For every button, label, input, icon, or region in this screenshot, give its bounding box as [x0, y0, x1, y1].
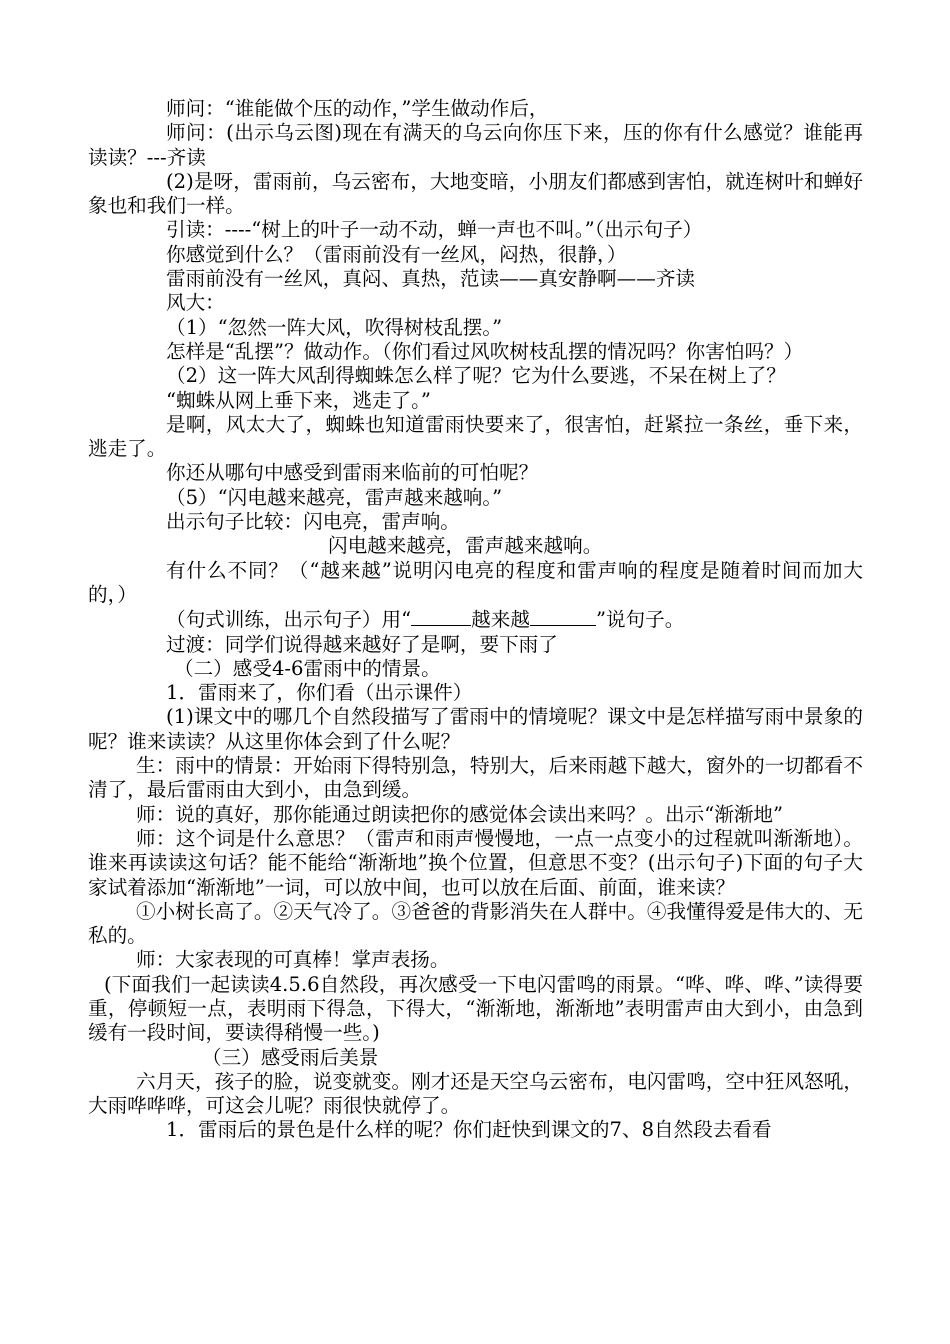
paragraph: （1）“忽然一阵大风，吹得树枝乱摆。”	[166, 315, 503, 339]
paragraph: 六月天，孩子的脸，说变就变。刚才还是天空乌云密布，电闪雷鸣，空中狂风怒吼，大雨哗哗哗，可这会儿呢？雨很快就停了。	[88, 1069, 863, 1118]
paragraph: (1)课文中的哪几个自然段描写了雷雨中的情境呢？课文中是怎样描写雨中景象的呢？谁来读读？从这里你体会到了什么呢？	[88, 705, 863, 753]
paragraph: 你感觉到什么？（雷雨前没有一丝风，闷热，很静，）	[166, 242, 627, 266]
paragraph: 1．雷雨来了，你们看（出示课件）	[166, 681, 473, 705]
paragraph: 师：说的真好，那你能通过朗读把你的感觉体会读出来吗？。出示“渐渐地”	[136, 802, 784, 826]
paragraph: 有什么不同？（“越来越”说明闪电亮的程度和雷声响的程度是随着时间而加大的，）	[88, 558, 863, 606]
fill-in-sentence	[88, 607, 863, 632]
paragraph: 风大：	[166, 291, 225, 315]
paragraph: 过渡：同学们说得越来越好了是啊，要下雨了	[166, 632, 558, 656]
paragraph: （二）感受4-6雷雨中的情景。	[174, 656, 441, 680]
paragraph: ①小树长高了。②天气冷了。③爸爸的背影消失在人群中。④我懂得爱是伟大的、无私的。	[88, 899, 863, 948]
fill-in-middle: 越来越	[471, 608, 530, 632]
paragraph: “蜘蛛从网上垂下来，逃走了。”	[166, 388, 431, 412]
paragraph: （三）感受雨后美景	[202, 1045, 379, 1069]
fill-in-suffix: ”说句子。	[595, 608, 685, 632]
paragraph: 引读：----“树上的叶子一动不动，蝉一声也不叫。”（出示句子）	[166, 218, 703, 242]
paragraph: （2）这一阵大风刮得蜘蛛怎么样了呢？它为什么要逃，不呆在树上了？	[166, 364, 786, 388]
fill-in-blank	[411, 607, 471, 626]
paragraph: 出示句子比较：闪电亮，雷声响。	[166, 510, 460, 534]
paragraph: 师问：(出示乌云图)现在有满天的乌云向你压下来，压的你有什么感觉？谁能再读读？---齐读	[88, 121, 863, 169]
paragraph: (下面我们一起读读4.5.6自然段，再次感受一下电闪雷鸣的雨景。“哗、哗、哗、”读得要重，停顿短一点，表明雨下得急，下得大，“渐渐地，渐渐地”表明雷声由大到小，由急到缓有一段时间，要读得稍慢一些。)	[88, 972, 863, 1045]
paragraph: 是啊，风太大了，蜘蛛也知道雷雨快要来了，很害怕，赶紧拉一条丝，垂下来，逃走了。	[88, 412, 863, 461]
fill-in-prefix: （句式训练，出示句子）用“	[166, 608, 412, 632]
paragraph: 雷雨前没有一丝风，真闷、真热，范读——真安静啊——齐读	[166, 267, 696, 291]
document-body	[88, 97, 863, 1143]
paragraph: 你还从哪句中感受到雷雨来临前的可怕呢？	[166, 461, 539, 485]
fill-in-blank	[530, 607, 596, 626]
paragraph: 师问：“谁能做个压的动作，”学生做动作后，	[166, 97, 549, 120]
paragraph: 师：大家表现的可真棒！掌声表扬。	[136, 948, 450, 972]
paragraph: 生：雨中的情景：开始雨下得特别急，特别大，后来雨越下越大，窗外的一切都看不清了，最后雷雨由大到小，由急到缓。	[88, 754, 863, 802]
paragraph: 1．雷雨后的景色是什么样的呢？你们赶快到课文的7、8自然段去看看	[166, 1118, 772, 1142]
paragraph: (2)是呀，雷雨前，乌云密布，大地变暗，小朋友们都感到害怕，就连树叶和蝉好象也和我们一样。	[88, 169, 863, 218]
paragraph: 师：这个词是什么意思？（雷声和雨声慢慢地，一点一点变小的过程就叫渐渐地）。谁来再读读这句话？能不能给“渐渐地”换个位置，但意思不变？(出示句子)下面的句子大家试着添加“渐渐地”一词，可以放中间，也可以放在后面、前面，谁来读？	[88, 826, 863, 899]
paragraph: 闪电越来越亮，雷声越来越响。	[328, 534, 603, 558]
paragraph: 怎样是“乱摆”？做动作。（你们看过风吹树枝乱摆的情况吗？你害怕吗？）	[166, 339, 804, 363]
paragraph: （5）“闪电越来越亮，雷声越来越响。”	[166, 485, 503, 509]
